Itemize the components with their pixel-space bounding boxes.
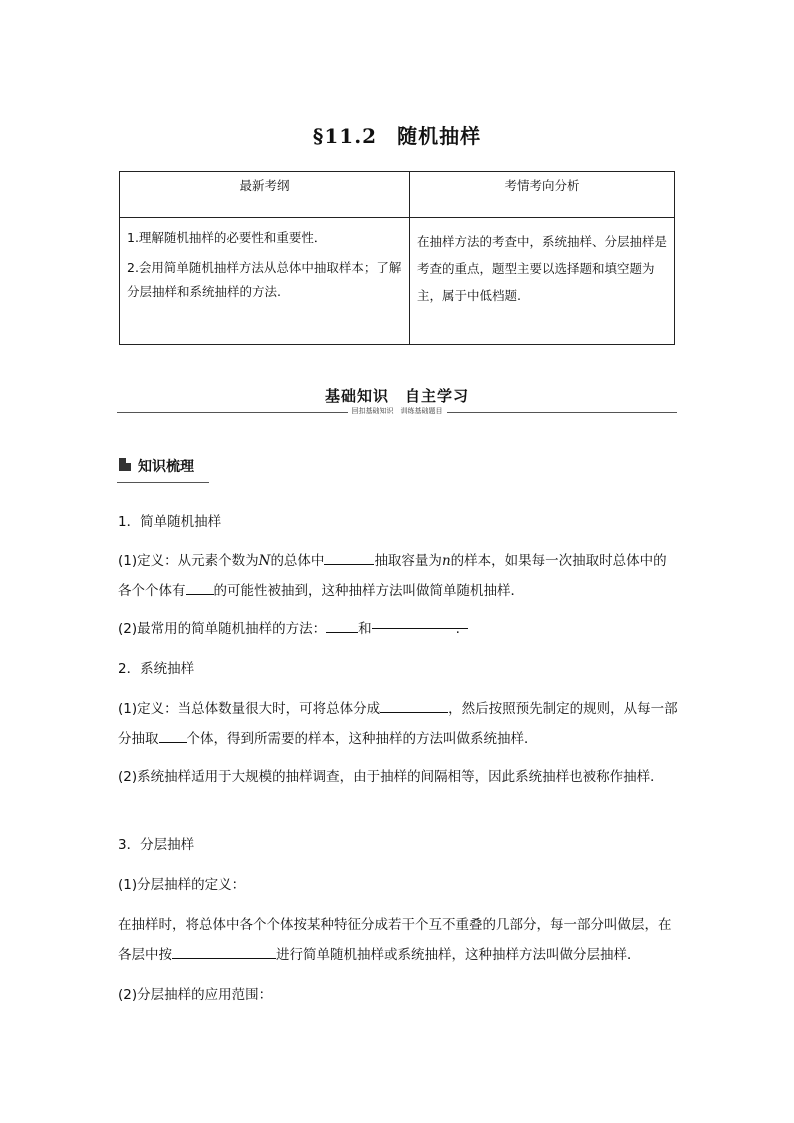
var-n: n — [441, 553, 451, 569]
analysis-cell: 在抽样方法的考查中，系统抽样、分层抽样是考查的重点，题型主要以选择题和填空题为主，属于中低档题. — [410, 218, 675, 345]
section-number: §11.2 — [312, 124, 378, 148]
blank — [380, 698, 448, 713]
s1-definition: (1)定义：从元素个数为N的总体中 抽取容量为n的样本，如果每一次抽取时总体中的各个个体有 的可能性被抽到，这种抽样方法叫做简单随机抽样． — [118, 546, 678, 606]
var-N: N — [258, 553, 271, 569]
blank — [159, 728, 187, 743]
blank — [324, 550, 374, 565]
section-subtitle: 回扣基础知识 训练基础题目 — [0, 406, 794, 416]
s3-title: 3．分层抽样 — [118, 837, 195, 853]
s1-methods: (2)最常用的简单随机抽样的方法： 和 . — [118, 614, 678, 644]
section-heading: 基础知识 自主学习 — [324, 387, 469, 405]
s3-definition-label: (1)分层抽样的定义： — [118, 877, 246, 893]
table-header-outline: 最新考纲 — [120, 172, 410, 218]
s3-definition: 在抽样时，将总体中各个个体按某种特征分成若干个互不重叠的几部分，每一部分叫做层，在各层中按 进行简单随机抽样或系统抽样，这种抽样方法叫做分层抽样． — [118, 917, 672, 963]
outline-item-2: 2.会用简单随机抽样方法从总体中抽取样本；了解分层抽样和系统抽样的方法. — [127, 260, 402, 299]
s1-title: 1．简单随机抽样 — [118, 514, 222, 530]
s2-title: 2．系统抽样 — [118, 661, 195, 677]
s2-application: (2)系统抽样适用于大规模的抽样调查，由于抽样的间隔相等，因此系统抽样也被称作抽样． — [118, 769, 664, 785]
table-header-analysis: 考情考向分析 — [410, 172, 675, 218]
knowledge-title: 知识梳理 — [138, 459, 194, 475]
title-text: 随机抽样 — [397, 124, 482, 148]
s3-scope: (2)分层抽样的应用范围： — [118, 987, 273, 1003]
page-title — [0, 120, 794, 149]
blank — [172, 944, 276, 959]
blank — [326, 618, 358, 633]
blank — [186, 580, 214, 595]
outline-cell — [120, 218, 410, 345]
exam-outline-table — [119, 171, 675, 345]
outline-item-1: 1.理解随机抽样的必要性和重要性． — [127, 230, 327, 245]
knowledge-underline — [117, 482, 209, 483]
knowledge-square-icon — [119, 458, 131, 471]
s2-definition: (1)定义：当总体数量很大时，可将总体分成 ，然后按照预先制定的规则，从每一部分抽取 个体，得到所需要的样本，这种抽样的方法叫做系统抽样． — [118, 694, 678, 754]
blank: . — [372, 614, 468, 629]
